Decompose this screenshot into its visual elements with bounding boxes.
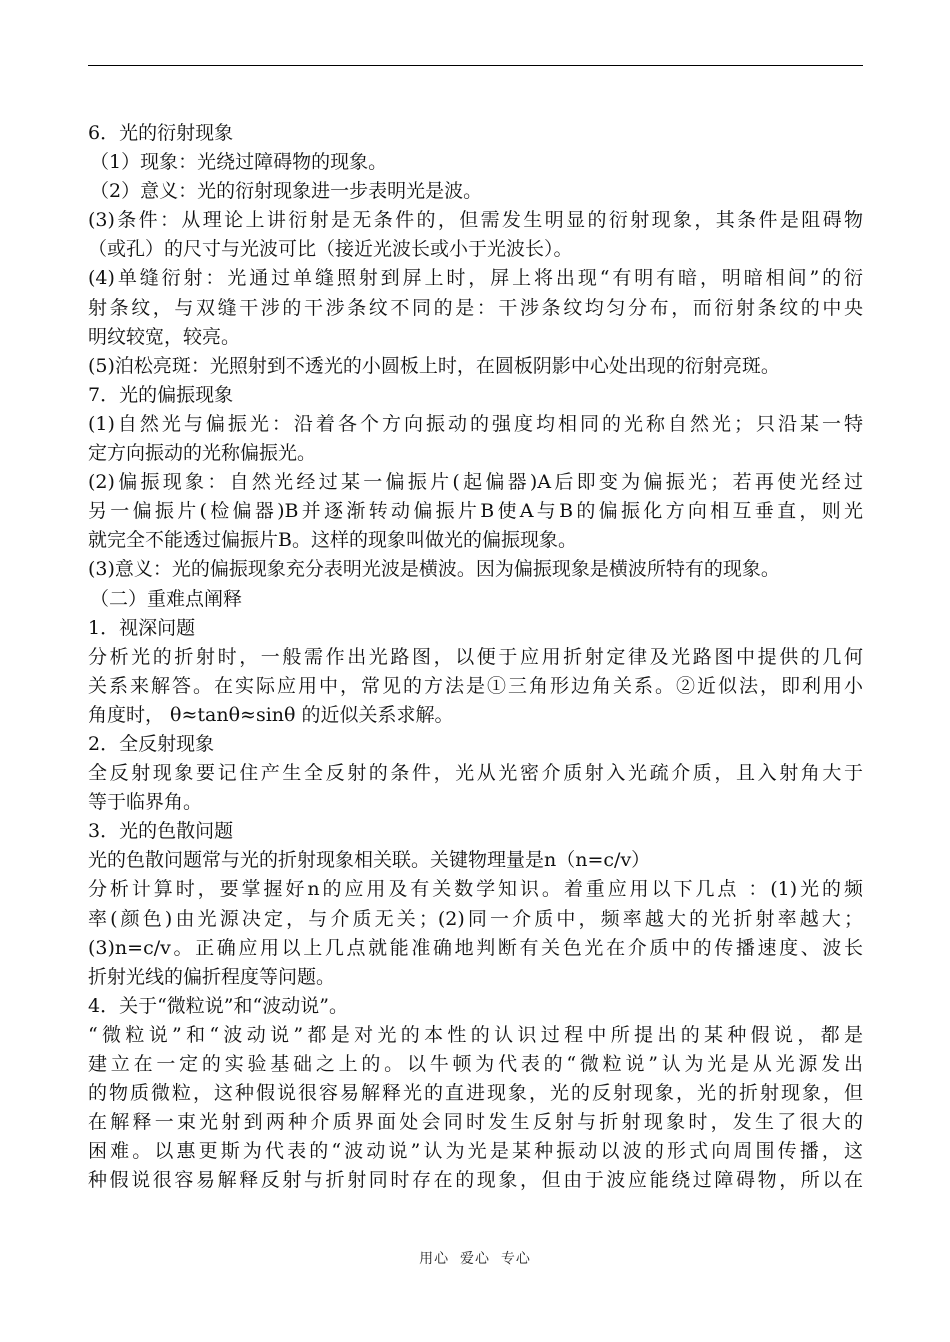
text-line: 全反射现象要记住产生全反射的条件，光从光密介质射入光疏介质，且入射角大于	[88, 762, 863, 785]
text-line: 率(颜色)由光源决定，与介质无关；(2)同一介质中，频率越大的光折射率越大；	[88, 907, 863, 930]
text-line: （1）现象：光绕过障碍物的现象。	[90, 151, 388, 174]
section-heading: 1．视深问题	[88, 616, 196, 639]
text-line: (1)自然光与偏振光：沿着各个方向振动的强度均相同的光称自然光；只沿某一特	[88, 412, 863, 435]
document-body	[88, 119, 863, 1195]
text-line: 的物质微粒，这种假说很容易解释光的直进现象，光的反射现象，光的折射现象，但	[88, 1082, 863, 1105]
header-rule	[88, 65, 863, 66]
text-line: (4)单缝衍射：光通过单缝照射到屏上时，屏上将出现“有明有暗，明暗相间”的衍	[88, 267, 863, 290]
text-line: （2）意义：光的衍射现象进一步表明光是波。	[90, 180, 483, 203]
text-line: 射条纹，与双缝干涉的干涉条纹不同的是：干涉条纹均匀分布，而衍射条纹的中央	[88, 296, 863, 319]
text-line: 就完全不能透过偏振片B。这样的现象叫做光的偏振现象。	[88, 529, 577, 552]
text-line: (3)n=c/v。正确应用以上几点就能准确地判断有关色光在介质中的传播速度、波长	[88, 936, 863, 959]
text-line: (2)偏振现象：自然光经过某一偏振片(起偏器)A后即变为偏振光；若再使光经过	[88, 471, 863, 494]
text-line: 角度时， θ≈tanθ≈sinθ 的近似关系求解。	[88, 703, 454, 726]
section-heading: 2．全反射现象	[88, 732, 215, 755]
text-line: 等于临界角。	[88, 791, 203, 814]
page-footer: 用心 爱心 专心	[419, 1251, 531, 1267]
text-line: 建立在一定的实验基础之上的。以牛顿为代表的“微粒说”认为光是从光源发出	[88, 1053, 863, 1075]
text-line: 光的色散问题常与光的折射现象相关联。关键物理量是n（n=c/v）	[88, 849, 651, 872]
text-line: “微粒说”和“波动说”都是对光的本性的认识过程中所提出的某种假说，都是	[88, 1023, 863, 1046]
text-line: 种假说很容易解释反射与折射同时存在的现象，但由于波应能绕过障碍物，所以在	[88, 1169, 863, 1192]
text-line: 另一偏振片(检偏器)B并逐渐转动偏振片B使A与B的偏振化方向相互垂直，则光	[88, 500, 863, 523]
text-line: （或孔）的尺寸与光波可比（接近光波长或小于光波长）。	[88, 238, 573, 261]
text-line: 困难。以惠更斯为代表的“波动说”认为光是某种振动以波的形式向周围传播，这	[88, 1140, 863, 1163]
section-heading: （二）重难点阐释	[90, 587, 243, 610]
text-line: 定方向振动的光称偏振光。	[88, 442, 317, 465]
text-line: 分析计算时，要掌握好n的应用及有关数学知识。着重应用以下几点 ：(1)光的频	[88, 878, 863, 901]
text-line: 折射光线的偏折程度等问题。	[88, 965, 336, 988]
text-line: (3)条件：从理论上讲衍射是无条件的，但需发生明显的衍射现象，其条件是阻碍物	[88, 209, 863, 232]
text-line: (3)意义：光的偏振现象充分表明光波是横波。因为偏振现象是横波所特有的现象。	[88, 558, 780, 581]
section-heading: 4．关于“微粒说”和“波动说”。	[88, 994, 348, 1017]
text-line: 在解释一束光射到两种介质界面处会同时发生反射与折射现象时，发生了很大的	[88, 1111, 863, 1134]
text-line: 明纹较宽，较亮。	[88, 325, 241, 348]
section-heading: 7．光的偏振现象	[88, 383, 234, 406]
text-line: (5)泊松亮斑：光照射到不透光的小圆板上时，在圆板阴影中心处出现的衍射亮斑。	[88, 354, 780, 377]
section-heading: 3．光的色散问题	[88, 820, 234, 843]
section-heading: 6．光的衍射现象	[88, 122, 234, 144]
text-line: 分析光的折射时，一般需作出光路图，以便于应用折射定律及光路图中提供的几何	[88, 645, 863, 668]
text-line: 关系来解答。在实际应用中，常见的方法是①三角形边角关系。②近似法，即利用小	[88, 674, 863, 697]
